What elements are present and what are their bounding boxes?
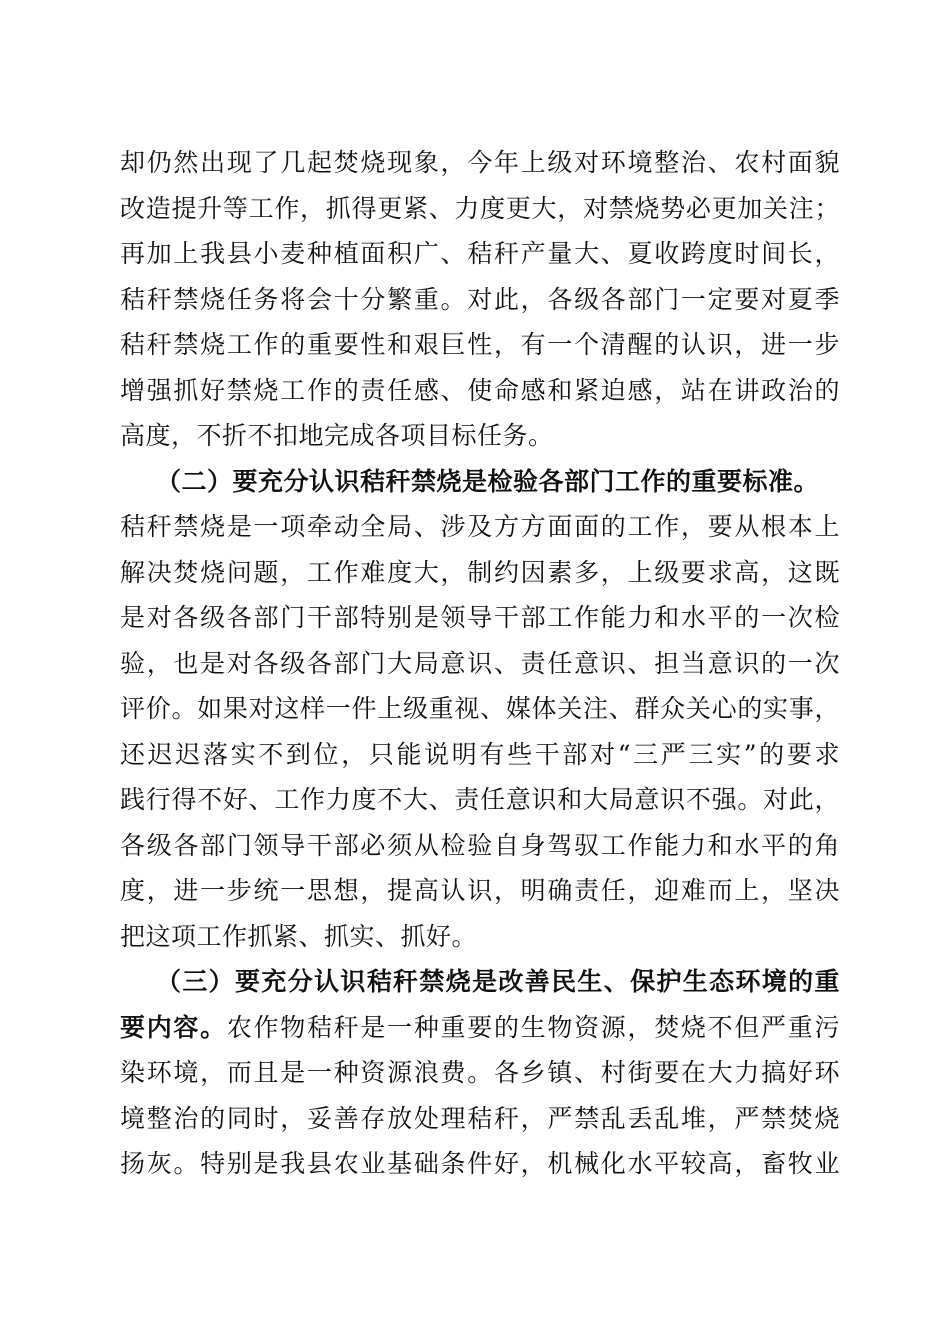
text-line: 秸秆禁烧任务将会十分繁重。对此，各级各部门一定要对夏季 bbox=[120, 284, 840, 314]
text-line: 度，进一步统一思想，提高认识，明确责任，迎难而上，坚决 bbox=[120, 876, 840, 905]
text-line: 解决焚烧问题，工作难度大，制约因素多，上级要求高，这既 bbox=[120, 557, 840, 587]
text-line: 各级各部门领导干部必须从检验自身驾驭工作能力和水平的角 bbox=[120, 830, 840, 860]
text-line: 改造提升等工作，抓得更紧、力度更大，对禁烧势必更加关注； bbox=[120, 193, 840, 223]
text-line: 增强抓好禁烧工作的责任感、使命感和紧迫感，站在讲政治的 bbox=[120, 375, 840, 405]
text-line: 是对各级各部门干部特别是领导干部工作能力和水平的一次检 bbox=[120, 603, 840, 632]
text-line: 把这项工作抓紧、抓实、抓好。 bbox=[120, 921, 478, 951]
text-line: 高度，不折不扣地完成各项目标任务。 bbox=[120, 421, 554, 450]
section-heading bbox=[120, 459, 840, 505]
text-line: 染环境，而且是一种资源浪费。各乡镇、村街要在大力搞好环 bbox=[120, 1058, 840, 1087]
section-heading bbox=[120, 959, 840, 1005]
section-heading-text: （三）要充分认识秸秆禁烧是改善民生、保护生态环境的重 bbox=[156, 967, 840, 996]
text-line: 再加上我县小麦种植面积广、秸秆产量大、夏收跨度时间长， bbox=[120, 239, 840, 268]
section-heading-text: （二）要充分认识秸秆禁烧是检验各部门工作的重要标准。 bbox=[156, 466, 820, 496]
text-line: 评价。如果对这样一件上级重视、媒体关注、群众关心的实事， bbox=[120, 694, 840, 723]
text-line: 还迟迟落实不到位，只能说明有些干部对“三严三实”的要求 bbox=[120, 739, 840, 769]
text-line: 境整治的同时，妥善存放处理秸秆，严禁乱丢乱堆，严禁焚烧 bbox=[120, 1103, 840, 1133]
paragraph-3 bbox=[120, 959, 840, 1187]
text-line: 扬灰。特别是我县农业基础条件好，机械化水平较高，畜牧业 bbox=[120, 1149, 840, 1178]
paragraph-2 bbox=[120, 459, 840, 960]
text-line: 秸秆禁烧工作的重要性和艰巨性，有一个清醒的认识，进一步 bbox=[120, 330, 840, 359]
paragraph-1 bbox=[120, 140, 840, 459]
text-line: 秸秆禁烧是一项牵动全局、涉及方方面面的工作，要从根本上 bbox=[120, 512, 840, 541]
document-body bbox=[120, 140, 840, 1187]
text-line: 践行得不好、工作力度不大、责任意识和大局意识不强。对此， bbox=[120, 785, 840, 814]
text-line: 却仍然出现了几起焚烧现象，今年上级对环境整治、农村面貌 bbox=[120, 148, 840, 177]
text-line-rest: 农作物秸秆是一种重要的生物资源，焚烧不但严重污 bbox=[226, 1012, 840, 1042]
text-line: 验，也是对各级各部门大局意识、责任意识、担当意识的一次 bbox=[120, 648, 840, 678]
text-line bbox=[120, 1005, 840, 1051]
section-heading-tail: 要内容。 bbox=[120, 1012, 227, 1042]
